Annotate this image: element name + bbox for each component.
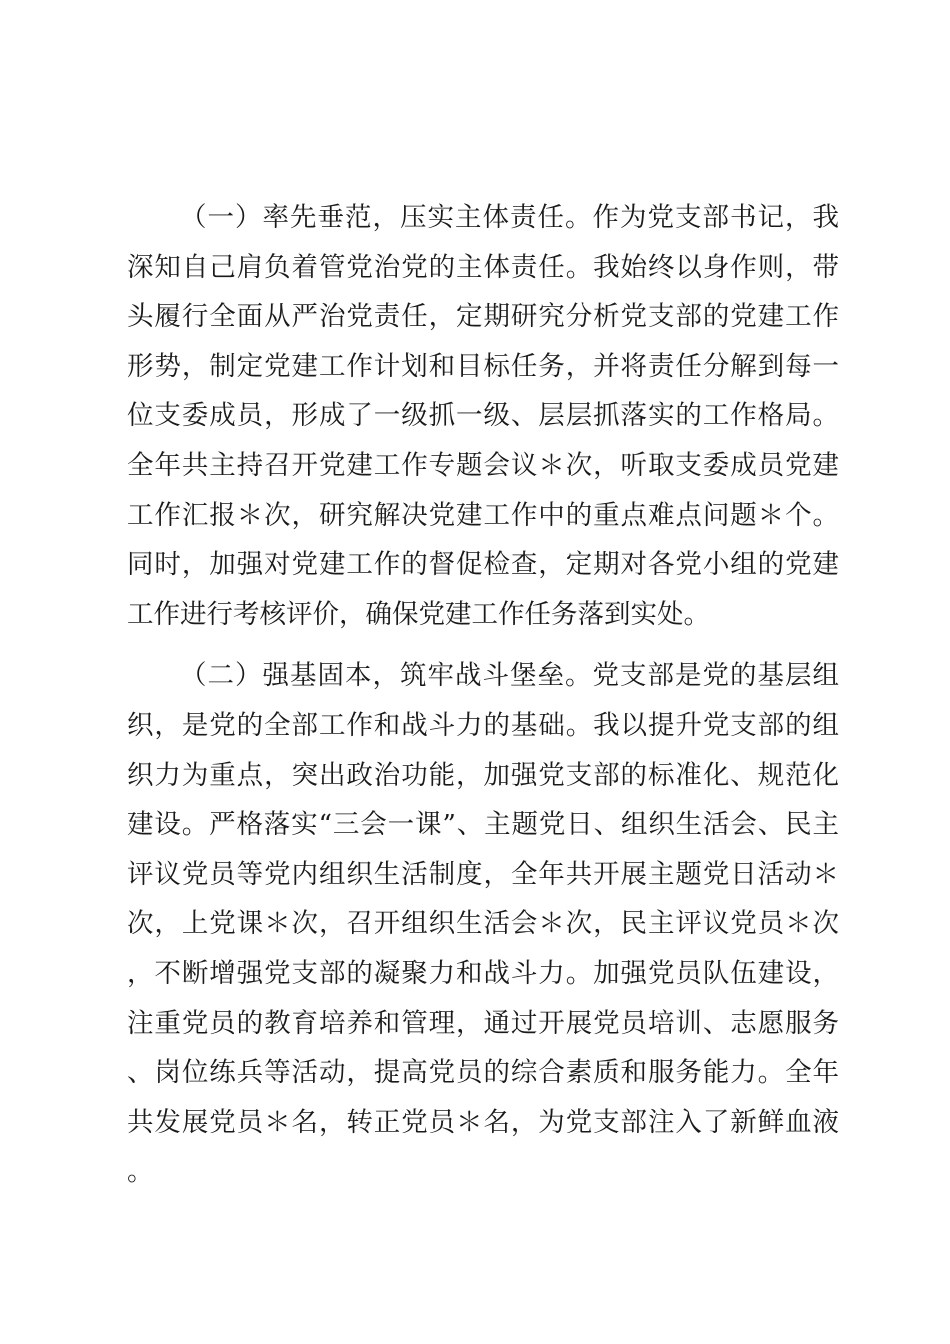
paragraph-2-text: 党支部是党的基层组织，是党的全部工作和战斗力的基础。我以提升党支部的组织力为重点，突出政治功能，加强党支部的标准化、规范化建设。严格落实“三会一课”、主题党日、组织生活会、民主评议党员等党内组织生活制度，全年共开展主题党日活动＊次，上党课＊次，召开组织生活会＊次，民主评议党员＊次，不断增强党支部的凝聚力和战斗力。加强党员队伍建设，注重党员的教育培养和管理，通过开展党员培训、志愿服务、岗位练兵等活动，提高党员的综合素质和服务能力。全年共发展党员＊名，转正党员＊名，为党支部注入了新鲜血液。 — [127, 660, 839, 1188]
document-body — [127, 193, 839, 1197]
paragraph-2 — [127, 651, 839, 1197]
paragraph-1-heading: （一）率先垂范，压实主体责任。 — [180, 202, 593, 233]
paragraph-1-text: 作为党支部书记，我深知自己肩负着管党治党的主体责任。我始终以身作则，带头履行全面从严治党责任，定期研究分析党支部的党建工作形势，制定党建工作计划和目标任务，并将责任分解到每一位支委成员，形成了一级抓一级、层层抓落实的工作格局。全年共主持召开党建工作专题会议＊次，听取支委成员党建工作汇报＊次，研究解决党建工作中的重点难点问题＊个。同时，加强对党建工作的督促检查，定期对各党小组的党建工作进行考核评价，确保党建工作任务落到实处。 — [127, 202, 839, 630]
paragraph-1 — [127, 193, 839, 639]
paragraph-2-heading: （二）强基固本，筑牢战斗堡垒。 — [180, 660, 593, 692]
